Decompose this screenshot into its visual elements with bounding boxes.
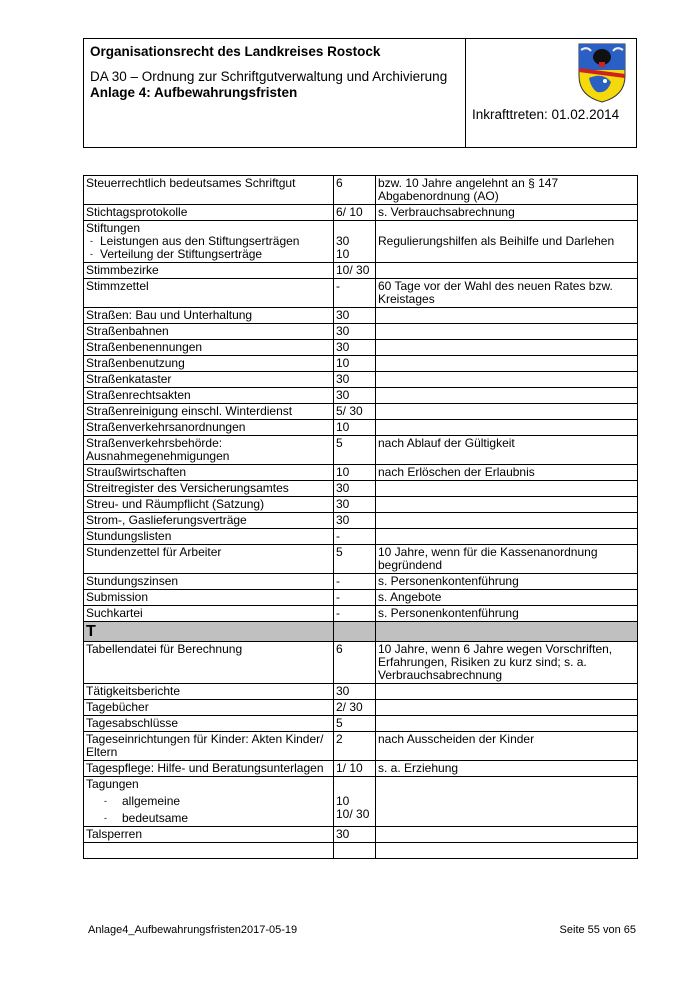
record-type: Stimmzettel [86,279,149,293]
record-type: Stundenzettel für Arbeiter [86,545,222,559]
remark-cell [376,263,638,279]
remark-cell [376,684,638,700]
remark-cell [376,372,638,388]
retention-years: 5 [336,716,343,730]
table-row [84,716,638,732]
retention-years: - [336,574,340,588]
retention-years-cell [334,513,376,529]
retention-years-cell [334,700,376,716]
record-type-cell [84,827,334,843]
remark-cell [376,404,638,420]
remark-cell [376,324,638,340]
table-row [84,497,638,513]
retention-years-cell [334,221,376,263]
section-letter-spacer [376,622,638,642]
sub-record-type: - Verteilung der Stiftungserträge [86,248,331,261]
record-type-cell [84,372,334,388]
retention-years: 5 [336,545,343,559]
remark-cell [376,340,638,356]
table-row [84,827,638,843]
retention-years: 2/ 30 [336,700,363,714]
record-type-cell [84,606,334,622]
record-type: Straußwirtschaften [86,465,187,479]
sub-remark [378,808,635,821]
remark-cell [376,513,638,529]
record-type-cell [84,843,334,859]
record-type-cell [84,513,334,529]
retention-years: 30 [336,513,350,527]
table-row [84,642,638,684]
remark-cell [376,388,638,404]
retention-years-cell [334,497,376,513]
record-type-cell [84,436,334,465]
retention-years: - [336,279,340,293]
sub-remark: Regulierungshilfen als Beihilfe und Darlehen [378,234,615,248]
remark: s. Personenkontenführung [378,606,519,620]
table-row [84,777,638,827]
remark-cell [376,574,638,590]
remark-cell [376,420,638,436]
record-type-cell [84,574,334,590]
remark-cell [376,529,638,545]
retention-years: 30 [336,308,350,322]
record-type: Stundungslisten [86,529,172,543]
retention-years: 30 [336,388,350,402]
record-type-cell [84,279,334,308]
table-row [84,606,638,622]
record-type-cell [84,176,334,205]
retention-years: 30 [336,684,350,698]
record-type: Streu- und Räumpflicht (Satzung) [86,497,265,511]
remark-cell [376,308,638,324]
table-row [84,481,638,497]
retention-years-cell [334,279,376,308]
remark: nach Erlöschen der Erlaubnis [378,465,535,479]
remark-cell [376,642,638,684]
retention-years-cell [334,356,376,372]
sub-record-type: - bedeutsame [86,812,331,825]
retention-years-cell [334,340,376,356]
sub-remark [378,795,635,808]
record-type-cell [84,700,334,716]
retention-years-cell [334,372,376,388]
record-type: Straßenverkehrsanordnungen [86,420,246,434]
table-row [84,732,638,761]
remark-cell [376,700,638,716]
document-header [83,38,637,148]
retention-years: 2 [336,732,343,746]
retention-years-cell [334,308,376,324]
record-type-cell [84,529,334,545]
table-row [84,308,638,324]
retention-years: 5 [336,436,343,450]
table-row [84,176,638,205]
table-row [84,513,638,529]
retention-table [83,175,638,859]
retention-years: - [336,590,340,604]
retention-years: 10 [336,420,350,434]
remark: 10 Jahre, wenn für die Kassenanordnung begründend [378,545,598,572]
retention-years-cell [334,436,376,465]
retention-years: 6/ 10 [336,205,363,219]
remark-cell [376,356,638,372]
retention-years-cell [334,529,376,545]
header-right-block [466,39,636,147]
remark-cell [376,777,638,827]
remark-cell [376,716,638,732]
retention-years-cell [334,827,376,843]
record-type-cell [84,205,334,221]
remark-cell [376,843,638,859]
retention-years-cell [334,761,376,777]
retention-years-cell [334,176,376,205]
record-type: Straßenbahnen [86,324,169,338]
remark-cell [376,436,638,465]
retention-years: 6 [336,176,343,190]
record-type-cell [84,340,334,356]
retention-years-cell [334,481,376,497]
table-row [84,420,638,436]
record-type: Straßenreinigung einschl. Winterdienst [86,404,293,418]
retention-years: 30 [336,481,350,495]
record-type-cell [84,777,334,827]
retention-years: 30 [336,372,350,386]
record-type: Tabellendatei für Berechnung [86,642,243,656]
table-row [84,529,638,545]
retention-years-cell [334,606,376,622]
remark-cell [376,465,638,481]
retention-years: - [336,606,340,620]
remark: 60 Tage vor der Wahl des neuen Rates bzw. Kreistages [378,279,613,306]
table-row [84,205,638,221]
record-type: Strom-, Gaslieferungsverträge [86,513,247,527]
remark-cell [376,761,638,777]
record-type: Straßenbenennungen [86,340,203,354]
remark-cell [376,545,638,574]
record-type: Submission [86,590,149,604]
retention-years-cell [334,420,376,436]
retention-years-cell [334,777,376,827]
retention-years-cell [334,590,376,606]
record-type: Tagebücher [86,700,149,714]
retention-years: 10/ 30 [336,263,370,277]
table-row [84,372,638,388]
record-type-cell [84,324,334,340]
retention-years: 30 [336,497,350,511]
retention-years-cell [334,205,376,221]
record-type-cell [84,356,334,372]
remark-cell [376,497,638,513]
record-type: Straßenkataster [86,372,172,386]
table-row [84,436,638,465]
footer-filename: Anlage4_Aufbewahrungsfristen2017-05-19 [88,924,298,936]
header-title-block [84,39,466,147]
record-type: Stiftungen [86,221,141,235]
header-title: Organisationsrecht des Landkreises Rostock [90,44,381,59]
remark-cell [376,176,638,205]
table-row [84,404,638,420]
record-type-cell [84,497,334,513]
remark-cell [376,205,638,221]
remark-cell [376,732,638,761]
record-type: Stichtagsprotokolle [86,205,188,219]
sub-remark [378,248,635,261]
table-row [84,388,638,404]
sub-record-type: - allgemeine [86,795,331,808]
table-row [84,574,638,590]
retention-years-cell [334,843,376,859]
section-letter: T [84,622,334,642]
record-type: Stimmbezirke [86,263,159,277]
table-row [84,279,638,308]
retention-years-cell [334,574,376,590]
retention-years-cell [334,404,376,420]
retention-years: 30 [336,827,350,841]
table-row [84,545,638,574]
table-row [84,221,638,263]
record-type-cell [84,732,334,761]
remark: s. Angebote [378,590,442,604]
record-type: Talsperren [86,827,143,841]
record-type-cell [84,642,334,684]
remark: s. a. Erziehung [378,761,459,775]
record-type-cell [84,684,334,700]
footer-page-number: Seite 55 von 65 [559,924,636,936]
record-type: Tagesabschlüsse [86,716,179,730]
record-type: Straßenbenutzung [86,356,185,370]
retention-years: 30 [336,324,350,338]
retention-years: 30 [336,340,350,354]
retention-years: 10 [336,465,350,479]
table-row [84,590,638,606]
section-letter-spacer [334,622,376,642]
remark-cell [376,827,638,843]
record-type: Steuerrechtlich bedeutsames Schriftgut [86,176,296,190]
remark: s. Personenkontenführung [378,574,519,588]
record-type-cell [84,388,334,404]
record-type-cell [84,481,334,497]
sub-record-type: - Leistungen aus den Stiftungserträgen [86,235,331,248]
sub-retention-years: 10 [336,247,350,261]
sub-retention-years: 30 [336,234,350,248]
record-type: Tagespflege: Hilfe- und Beratungsunterlagen [86,761,324,775]
record-type: Straßenverkehrsbehörde: Ausnahmegenehmigungen [86,436,230,463]
letter-section-row [84,622,638,642]
remark: nach Ausscheiden der Kinder [378,732,535,746]
record-type-cell [84,420,334,436]
table-row [84,761,638,777]
record-type: Tätigkeitsberichte [86,684,181,698]
record-type-cell [84,404,334,420]
table-row [84,263,638,279]
retention-years-cell [334,716,376,732]
header-subtitle: DA 30 – Ordnung zur Schriftgutverwaltung und Archivierung [90,69,448,84]
record-type-cell [84,716,334,732]
retention-years-cell [334,263,376,279]
retention-years: 10 [336,356,350,370]
table-row [84,684,638,700]
retention-years: - [336,529,340,543]
retention-years: 1/ 10 [336,761,363,775]
record-type-cell [84,761,334,777]
retention-years-cell [334,684,376,700]
table-row [84,340,638,356]
table-row [84,700,638,716]
retention-years: 5/ 30 [336,404,363,418]
retention-years-cell [334,545,376,574]
record-type: Straßen: Bau und Unterhaltung [86,308,253,322]
retention-years-cell [334,732,376,761]
remark-cell [376,590,638,606]
remark-cell [376,221,638,263]
coat-of-arms-logo [577,42,627,104]
retention-years-cell [334,642,376,684]
table-row [84,356,638,372]
record-type-cell [84,465,334,481]
effective-date: Inkrafttreten: 01.02.2014 [472,107,620,122]
record-type: Stundungszinsen [86,574,179,588]
remark-cell [376,606,638,622]
remark-cell [376,279,638,308]
record-type-cell [84,590,334,606]
table-row [84,324,638,340]
sub-retention-years: 10/ 30 [336,807,370,821]
record-type-cell [84,308,334,324]
record-type-cell [84,263,334,279]
record-type: Suchkartei [86,606,143,620]
header-annex: Anlage 4: Aufbewahrungsfristen [90,85,298,100]
record-type: Tagungen [86,777,139,791]
retention-years-cell [334,388,376,404]
record-type-cell [84,221,334,263]
sub-retention-years: 10 [336,794,350,808]
remark-cell [376,481,638,497]
table-row [84,465,638,481]
remark: bzw. 10 Jahre angelehnt an § 147 Abgabenordnung (AO) [378,176,559,203]
record-type-cell [84,545,334,574]
record-type: Tageseinrichtungen für Kinder: Akten Kinder/ Eltern [86,732,324,759]
record-type: Streitregister des Versicherungsamtes [86,481,289,495]
remark: nach Ablauf der Gültigkeit [378,436,515,450]
table-row [84,843,638,859]
retention-years-cell [334,465,376,481]
remark: 10 Jahre, wenn 6 Jahre wegen Vorschriften, Erfahrungen, Risiken zu kurz sind; s. a. Verbrauchsabrechnung [378,642,613,682]
record-type: Straßenrechtsakten [86,388,191,402]
remark: s. Verbrauchsabrechnung [378,205,515,219]
retention-years: 6 [336,642,343,656]
retention-years-cell [334,324,376,340]
